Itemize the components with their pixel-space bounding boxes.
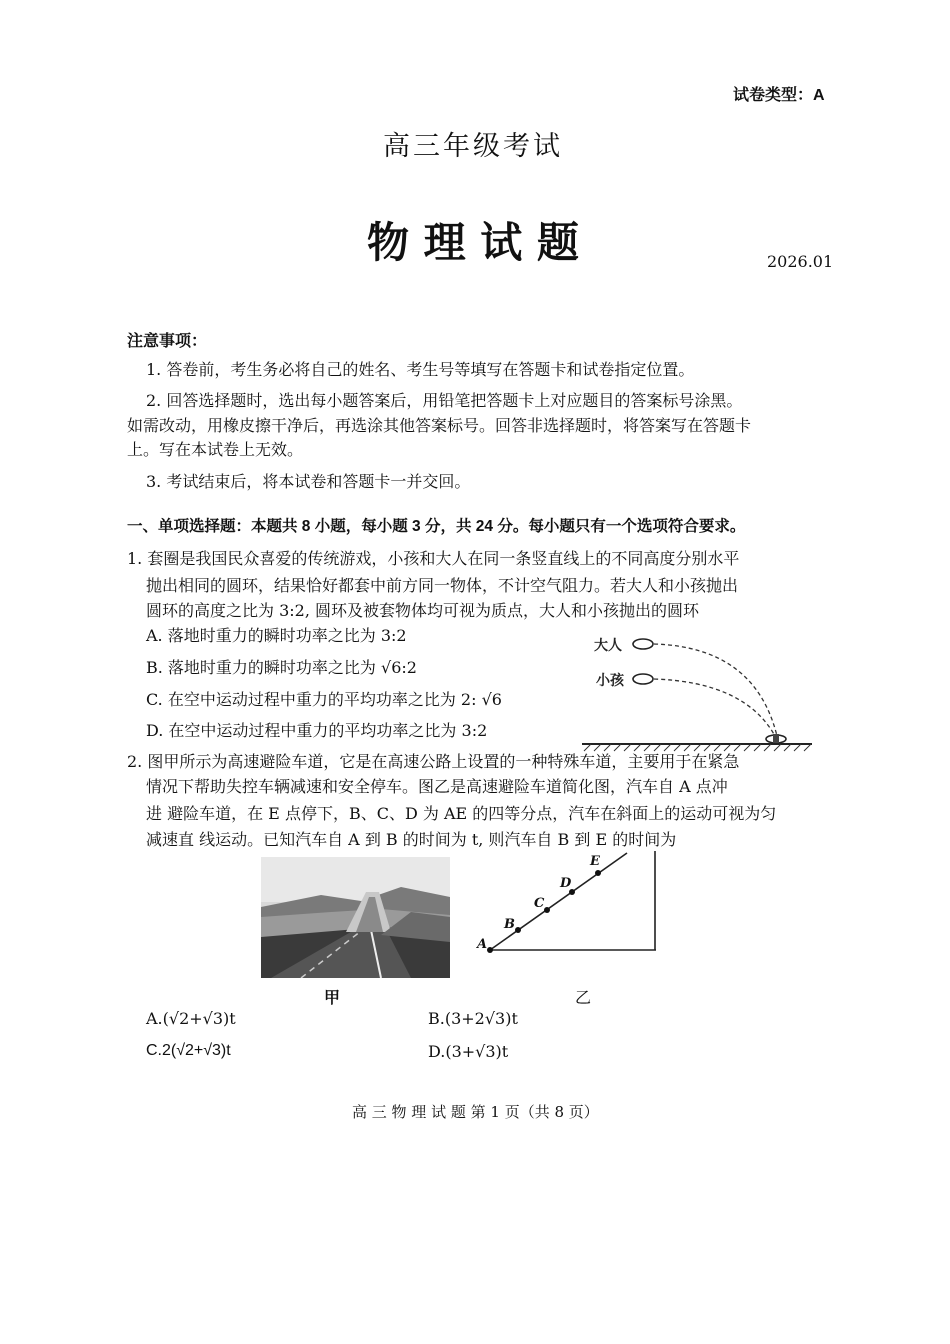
adult-ring	[633, 639, 653, 649]
ramp-incline	[490, 853, 627, 950]
notice-item-2-line-1: 2. 回答选择题时，选出每小题答案后，用铅笔把答题卡上对应题目的答案标号涂黑。	[146, 391, 743, 410]
notice-item-3: 3. 考试结束后，将本试卷和答题卡一并交回。	[146, 472, 471, 491]
q1-option-d: D. 在空中运动过程中重力的平均功率之比为 3:2	[146, 721, 488, 740]
adult-trajectory	[654, 644, 777, 736]
q1-stem-line-2: 抛出相同的圆环，结果恰好都套中前方同一物体，不计空气阻力。若大人和小孩抛出	[146, 576, 739, 595]
q2-option-b: B.(3+2√3)t	[428, 1009, 518, 1028]
q1-stem-line-3: 圆环的高度之比为 3:2, 圆环及被套物体均可视为质点，大人和小孩抛出的圆环	[146, 601, 700, 620]
child-trajectory	[654, 679, 775, 736]
q1-label-adult: 大人	[594, 638, 622, 654]
q2-option-c: C.2(√2+√3)t	[146, 1042, 231, 1059]
q2-stem-line-1: 2. 图甲所示为高速避险车道，它是在高速公路上设置的一种特殊车道，主要用于在紧急	[127, 752, 740, 771]
q1-option-b: B. 落地时重力的瞬时功率之比为 √6:2	[146, 658, 417, 677]
point-b	[515, 927, 521, 933]
exam-name: 高三年级考试	[383, 131, 563, 162]
page-footer: 高 三 物 理 试 题 第 1 页（共 8 页）	[352, 1103, 599, 1121]
q1-option-a: A. 落地时重力的瞬时功率之比为 3:2	[146, 626, 407, 645]
q2-option-a: A.(√2+√3)t	[146, 1009, 236, 1028]
target-peg	[773, 734, 779, 743]
q2-stem-line-4: 减速直 线运动。已知汽车自 A 到 B 的时间为 t, 则汽车自 B 到 E 的时间为	[146, 830, 677, 849]
q2-ramp-diagram	[472, 849, 662, 959]
label-a: A	[477, 937, 488, 952]
q1-stem-line-1: 1. 套圈是我国民众喜爱的传统游戏，小孩和大人在同一条竖直线上的不同高度分别水平	[127, 549, 740, 568]
subject-title: 物 理 试 题	[367, 218, 579, 267]
label-b: B	[504, 917, 515, 932]
q2-stem-line-3: 进 避险车道，在 E 点停下，B、C、D 为 AE 的四等分点，汽车在斜面上的运动可视为匀	[146, 804, 777, 823]
notice-item-1: 1. 答卷前，考生务必将自己的姓名、考生号等填写在答题卡和试卷指定位置。	[146, 360, 695, 379]
q2-escape-ramp-photo	[261, 857, 450, 978]
exam-date: 2026.01	[767, 252, 834, 271]
notice-title: 注意事项：	[127, 333, 208, 350]
point-a	[487, 947, 493, 953]
notice-item-2-line-2: 如需改动，用橡皮擦干净后，再选涂其他答案标号。回答非选择题时，将答案写在答题卡	[127, 416, 752, 435]
point-e	[595, 870, 601, 876]
q1-option-c: C. 在空中运动过程中重力的平均功率之比为 2: √6	[146, 690, 502, 709]
label-e: E	[590, 854, 600, 869]
notice-item-2-line-3: 上。写在本试卷上无效。	[127, 440, 304, 459]
label-d: D	[560, 876, 572, 891]
q1-ring-toss-figure	[580, 632, 815, 752]
q2-caption-jia: 甲	[324, 990, 341, 1007]
q2-caption-yi: 乙	[575, 988, 592, 1007]
q1-label-child: 小孩	[596, 673, 624, 689]
child-ring	[633, 674, 653, 684]
paper-type: 试卷类型：A	[733, 87, 825, 104]
label-c: C	[534, 896, 545, 911]
q2-stem-line-2: 情况下帮助失控车辆减速和安全停车。图乙是高速避险车道简化图，汽车自 A 点冲	[146, 777, 728, 796]
q2-option-d: D.(3+√3)t	[428, 1042, 509, 1061]
section-1-heading: 一、单项选择题：本题共 8 小题，每小题 3 分，共 24 分。每小题只有一个选项符合要求。	[127, 518, 746, 535]
point-c	[544, 907, 550, 913]
